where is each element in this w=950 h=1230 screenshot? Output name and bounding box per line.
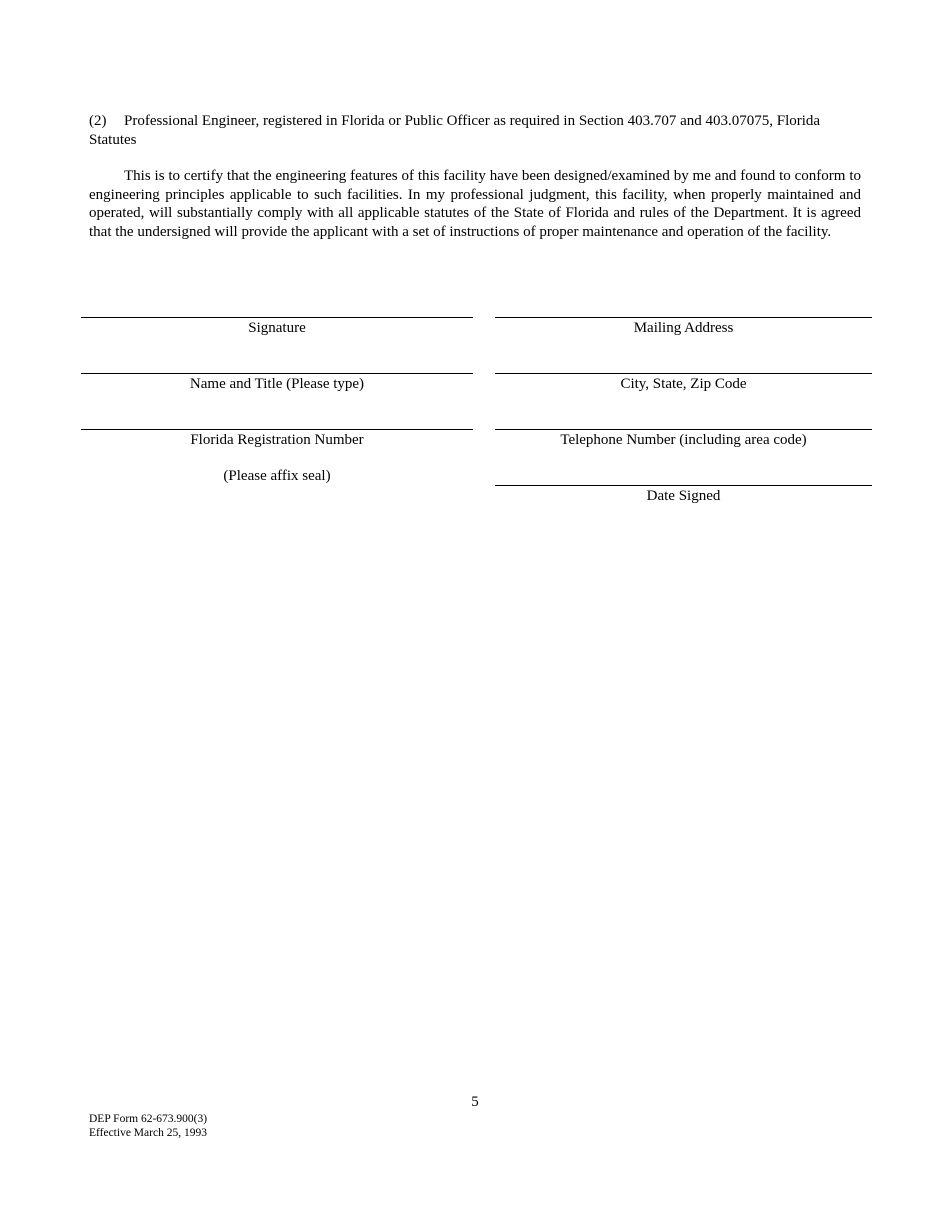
section-heading (89, 112, 864, 150)
mailing-address-label: Mailing Address (633, 320, 734, 336)
registration-number-label: Florida Registration Number (190, 432, 364, 448)
registration-number-line[interactable] (81, 429, 473, 430)
date-signed-label: Date Signed (646, 488, 721, 504)
telephone-line[interactable] (495, 429, 872, 430)
section-title: Professional Engineer, registered in Florida or Public Officer as required in Section 403.707 and 403.07075, Florida Statutes (89, 113, 821, 148)
name-title-label: Name and Title (Please type) (189, 376, 365, 392)
form-footer (89, 1112, 207, 1140)
signature-line[interactable] (81, 317, 473, 318)
effective-date: Effective March 25, 1993 (89, 1127, 207, 1139)
city-state-zip-line[interactable] (495, 373, 872, 374)
signature-label: Signature (248, 320, 306, 336)
date-signed-line[interactable] (495, 485, 872, 486)
section-number: (2) (89, 113, 107, 129)
mailing-address-line[interactable] (495, 317, 872, 318)
certification-paragraph: This is to certify that the engineering features of this facility have been designed/examined by me and found to conform to engineering principles applicable to such facilities. In my professional judgment, this facility, when properly maintained and operated, will substantially comply with all applicable statutes of the State of Florida and rules of the Department. It is agreed that the undersigned will provide the applicant with a set of instructions of proper maintenance and operation of the facility. (89, 168, 861, 240)
seal-note: (Please affix seal) (223, 468, 331, 484)
telephone-label: Telephone Number (including area code) (560, 432, 807, 448)
form-id: DEP Form 62-673.900(3) (89, 1113, 208, 1125)
page-number: 5 (471, 1094, 479, 1110)
city-state-zip-label: City, State, Zip Code (620, 376, 747, 392)
name-title-line[interactable] (81, 373, 473, 374)
